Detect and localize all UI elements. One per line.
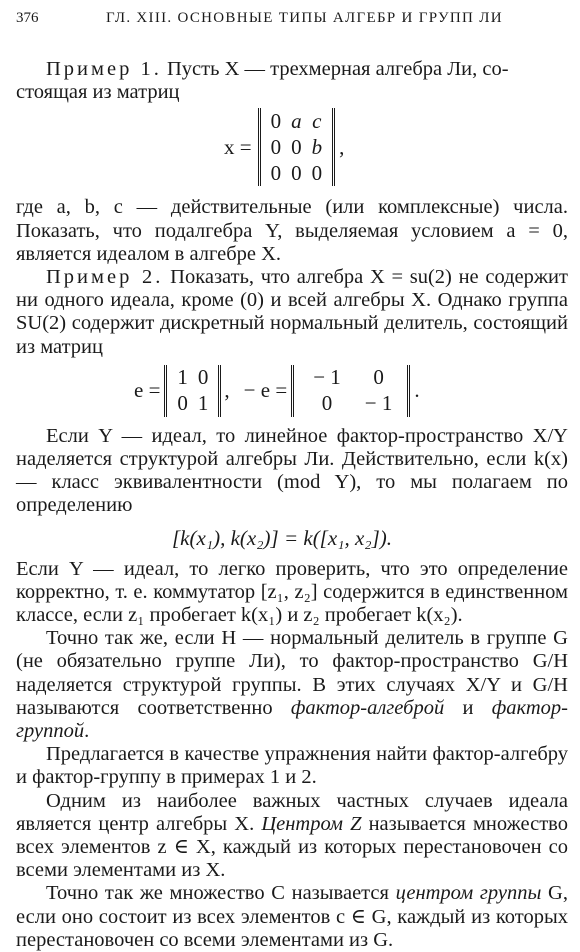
paragraph-exercise: Предлагается в качестве упражнения найти фактор-алгебру и фактор-группу в примерах 1 и 2.	[16, 743, 568, 789]
matrix-display-2	[16, 359, 568, 425]
matrix-e	[164, 365, 221, 417]
example-1-after: где a, b, c — действительные (или комплексные) числа. Показать, что подалгебра Y, выделяемая условием a = 0, является идеалом в алгебре X.	[16, 196, 568, 265]
mme-cell: − 1	[364, 391, 393, 416]
m1-cell: 0	[270, 160, 282, 185]
running-header	[16, 10, 568, 36]
mme-cell: 0	[373, 365, 384, 390]
m1-cell: 0	[311, 160, 323, 185]
paragraph-center-group	[16, 882, 568, 952]
formula-display	[16, 518, 568, 558]
term-factor-algebra: фактор-алгеброй	[290, 696, 445, 719]
matrix-1-trail: ,	[339, 134, 345, 159]
p8-text-b: G, если оно состоит из всех элементов c ∈ G, каждый из которых перестановочен со всеми элементами из G.	[16, 882, 568, 951]
p7-text-b: называется множество всех элементов z ∈ X, каждый из которых перестановочен со всеми элементами из X.	[16, 812, 568, 882]
term-center: Центром Z	[261, 812, 362, 835]
page	[16, 10, 568, 952]
example-2-text: Показать, что алгебра X = su(2) не содержит ни одного идеала, кроме (0) и всей алгебры X. Однако группа SU(2) содержит дискретный нормальный делитель, состоящий из матриц	[16, 266, 568, 358]
me-cell: 1	[177, 365, 188, 390]
matrix-2-trail: .	[414, 378, 420, 403]
m1-cell: 0	[270, 108, 282, 133]
matrix-minus-e-lhs: − e =	[243, 378, 288, 403]
term-center-group: центром группы	[395, 882, 542, 905]
m1-cell: 0	[291, 160, 302, 185]
paragraph-correctness: Если Y — идеал, то легко проверить, что это определение корректно, т. е. коммутатор [z₁, z₂] содержится в единственном классе, если z₁ пробегает k(x₁) и z₂ пробегает k(x₂).	[16, 557, 568, 627]
term-factor-group: фактор-группой	[16, 696, 568, 743]
example-1-intro	[16, 58, 568, 81]
formula-bracket: [k(x₁), k(x₂)] = k([x₁, x₂]).	[172, 525, 393, 550]
me-cell: 0	[197, 365, 209, 390]
mme-cell: − 1	[313, 365, 341, 390]
matrix-1	[258, 108, 336, 186]
p5-text-a: Точно так же, если H — нормальный делитель в группе G (не обязательно группе Ли), то фактор-пространство G/H наделяется структурой группы. В этих случаях X/Y и G/H называются соответственно	[16, 627, 568, 719]
example-1-text-cont: стоящая из матриц	[16, 81, 180, 104]
running-title: ГЛ. XIII. ОСНОВНЫЕ ТИПЫ АЛГЕБР И ГРУПП ЛИ	[106, 10, 503, 26]
paragraph-quotient-group	[16, 627, 568, 743]
matrix-minus-e	[291, 365, 410, 417]
matrix-1-lhs: x =	[224, 134, 252, 159]
me-cell: 1	[197, 391, 209, 416]
matrix-e-lhs: e =	[134, 378, 161, 403]
m1-cell: 0	[291, 134, 302, 159]
page-number: 376	[16, 10, 39, 26]
m1-cell: a	[291, 108, 302, 133]
p7-text-a: Одним из наиболее важных частных случаев идеала является центр алгебры X.	[16, 789, 568, 835]
example-1-label: Пример 1.	[46, 58, 162, 80]
example-1-text: Пусть X — трехмерная алгебра Ли, со-	[161, 58, 509, 80]
mme-cell: 0	[321, 391, 333, 416]
matrix-display-1	[16, 104, 568, 196]
example-2-intro	[16, 266, 568, 359]
p5-text-b: и	[444, 696, 492, 719]
p8-text-a: Точно так же множество C называется	[46, 882, 396, 905]
matrix-sep: ,	[224, 378, 230, 403]
m1-cell: 0	[270, 134, 282, 159]
paragraph-center-algebra	[16, 790, 568, 883]
p5-text-c: .	[84, 720, 90, 743]
example-2-label: Пример 2.	[46, 266, 164, 289]
m1-cell: b	[311, 134, 323, 159]
m1-cell: c	[312, 108, 322, 133]
me-cell: 0	[177, 391, 188, 416]
paragraph-quotient-algebra: Если Y — идеал, то линейное фактор-пространство X/Y наделяется структурой алгебры Ли. Действительно, если k(x) — класс эквивалентности (mod Y), то мы полагаем по определению	[16, 424, 568, 517]
